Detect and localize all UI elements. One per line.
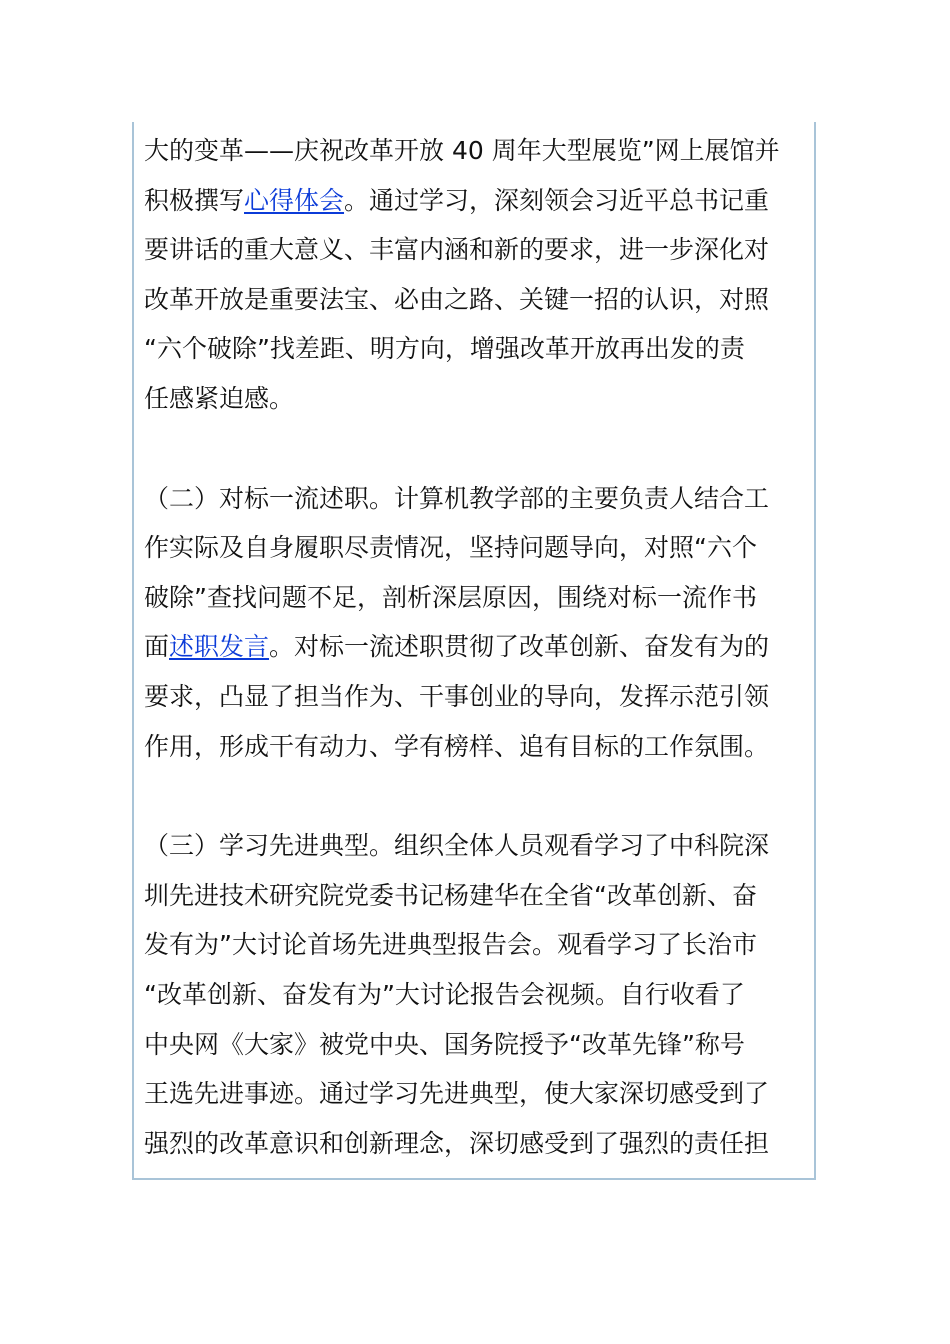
inline-link[interactable]: 述职发言 xyxy=(169,632,270,662)
paragraph-gap xyxy=(144,771,808,821)
text-line xyxy=(144,573,808,623)
text-segment: 破除”查找问题不足，剖析深层原因，围绕对标一流作书 xyxy=(144,582,757,612)
text-segment: “六个破除”找差距、明方向，增强改革开放再出发的责 xyxy=(144,334,745,364)
document-body xyxy=(144,126,808,1168)
text-segment: 要求，凸显了担当作为、干事创业的导向，发挥示范引领 xyxy=(144,681,770,711)
text-segment: 。通过学习，深刻领会习近平总书记重 xyxy=(344,185,770,215)
text-line xyxy=(144,722,808,772)
text-segment: 王选先进事迹。通过学习先进典型，使大家深切感受到了 xyxy=(144,1079,770,1109)
text-segment: “改革创新、奋发有为”大讨论报告会视频。自行收看了 xyxy=(144,979,745,1009)
text-line xyxy=(144,275,808,325)
text-line xyxy=(144,474,808,524)
text-line xyxy=(144,672,808,722)
text-line xyxy=(144,871,808,921)
text-line xyxy=(144,126,808,176)
text-segment: （二）对标一流述职。计算机教学部的主要负责人结合工 xyxy=(144,483,770,513)
text-segment: 作用，形成干有动力、学有榜样、追有目标的工作氛围。 xyxy=(144,731,770,761)
text-line xyxy=(144,622,808,672)
text-line xyxy=(144,920,808,970)
text-line xyxy=(144,970,808,1020)
text-segment: 。对标一流述职贯彻了改革创新、奋发有为的 xyxy=(269,632,770,662)
paragraph xyxy=(144,126,808,424)
text-segment: 中央网《大家》被党中央、国务院授予“改革先锋”称号 xyxy=(144,1029,745,1059)
text-line xyxy=(144,821,808,871)
text-segment: 作实际及自身履职尽责情况，坚持问题导向，对照“六个 xyxy=(144,533,757,563)
paragraph-gap xyxy=(144,424,808,474)
text-line xyxy=(144,374,808,424)
text-segment: （三）学习先进典型。组织全体人员观看学习了中科院深 xyxy=(144,831,770,861)
text-segment: 改革开放是重要法宝、必由之路、关键一招的认识，对照 xyxy=(144,284,770,314)
text-line xyxy=(144,1119,808,1169)
text-line xyxy=(144,225,808,275)
text-line xyxy=(144,176,808,226)
text-segment: 面 xyxy=(144,632,170,662)
paragraph xyxy=(144,821,808,1168)
inline-link[interactable]: 心得体会 xyxy=(244,185,345,215)
text-line xyxy=(144,1020,808,1070)
text-segment: 积极撰写 xyxy=(144,185,245,215)
text-segment: 大的变革——庆祝改革开放 40 周年大型展览”网上展馆并 xyxy=(144,136,780,165)
text-segment: 任感紧迫感。 xyxy=(144,383,295,413)
text-segment: 要讲话的重大意义、丰富内涵和新的要求，进一步深化对 xyxy=(144,235,770,265)
paragraph xyxy=(144,474,808,772)
text-segment: 圳先进技术研究院党委书记杨建华在全省“改革创新、奋 xyxy=(144,880,757,910)
text-segment: 发有为”大讨论首场先进典型报告会。观看学习了长治市 xyxy=(144,930,757,960)
text-segment: 强烈的改革意识和创新理念，深切感受到了强烈的责任担 xyxy=(144,1128,770,1158)
text-line xyxy=(144,523,808,573)
text-line xyxy=(144,1069,808,1119)
text-line xyxy=(144,324,808,374)
